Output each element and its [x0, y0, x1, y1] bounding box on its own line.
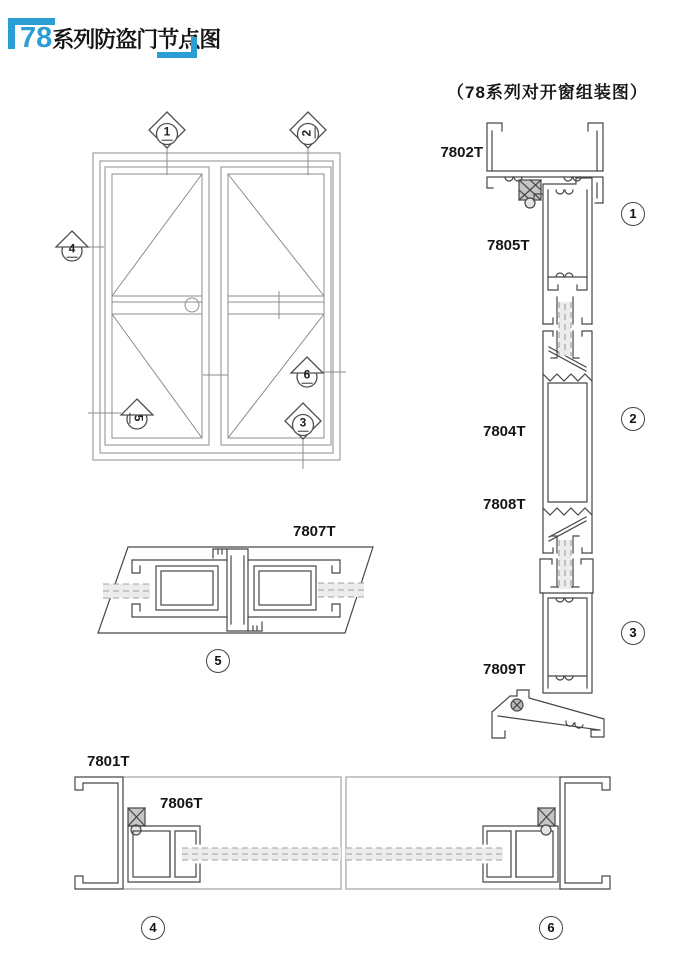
handle-icon [185, 298, 199, 312]
section-7809t [492, 559, 604, 738]
title-text: 系列防盗门节点图 [52, 27, 221, 52]
section-marker-3 [283, 401, 323, 447]
title-prefix: 78 [20, 22, 53, 54]
detail-number-5: 5 [206, 649, 230, 673]
label-7802t: 7802T [440, 144, 483, 161]
marker-number: 2 [299, 129, 314, 137]
label-7809t: 7809T [483, 661, 526, 678]
label-7807t: 7807T [293, 523, 336, 540]
section-marker-6 [287, 353, 327, 399]
glass-panels [103, 302, 571, 860]
section-7802t [487, 123, 603, 203]
label-7808t: 7808T [483, 496, 526, 513]
marker-number: 1 [163, 124, 171, 139]
assembly-title: （78系列对开窗组装图） [447, 83, 648, 102]
detail-number-6: 6 [539, 916, 563, 940]
marker-number: 6 [303, 367, 311, 382]
label-7805t: 7805T [487, 237, 530, 254]
section-marker-4 [52, 227, 92, 273]
detail-number-3: 3 [621, 621, 645, 645]
detail-number-2: 2 [621, 407, 645, 431]
marker-number: 3 [299, 415, 307, 430]
section-marker-1 [147, 110, 187, 156]
detail-number-1: 1 [621, 202, 645, 226]
label-7804t: 7804T [483, 423, 526, 440]
label-7801t: 7801T [87, 753, 130, 770]
marker-number: 4 [68, 241, 76, 256]
section-marker-2 [288, 110, 328, 156]
section-7804t-7808t [543, 331, 592, 553]
label-7806t: 7806T [160, 795, 203, 812]
section-7801t-7806t [75, 777, 200, 889]
marker-number: 5 [131, 414, 146, 422]
section-bottom-right [483, 777, 610, 889]
section-marker-5 [117, 395, 157, 441]
detail-number-4: 4 [141, 916, 165, 940]
bottom-section-glass-bays [123, 777, 560, 889]
